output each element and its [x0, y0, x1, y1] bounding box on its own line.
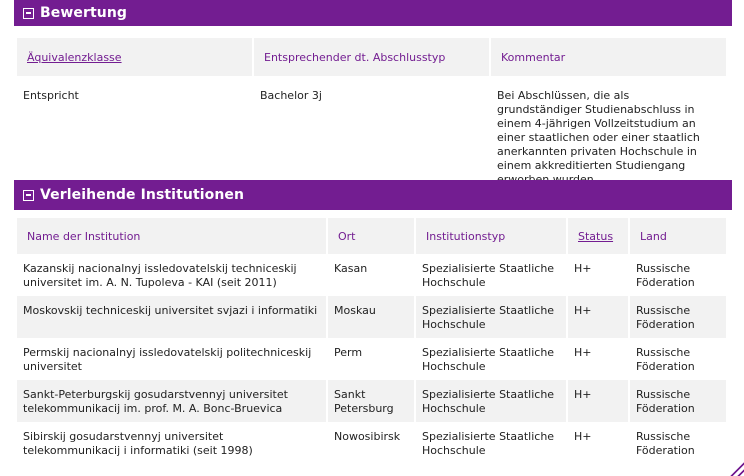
- table-row: [17, 338, 728, 380]
- collapse-icon[interactable]: [23, 190, 34, 201]
- cell-ort: Moskau: [328, 296, 416, 338]
- table-row: [17, 254, 728, 296]
- cell-ort: Kasan: [328, 254, 416, 296]
- cell-status: H+: [568, 296, 630, 338]
- section-header-bewertung: [14, 0, 732, 26]
- resize-handle-icon[interactable]: [730, 462, 744, 476]
- cell-status: H+: [568, 254, 630, 296]
- cell-typ: Spezialisierte Staatliche Hochschule: [416, 338, 568, 380]
- sort-link[interactable]: Status: [578, 229, 614, 243]
- table-row: [17, 422, 728, 464]
- column-header-name: Name der Institution: [17, 218, 328, 254]
- cell-kommentar: Bei Abschlüssen, die als grundständiger Studienabschluss in einem 4-jährigen Vollzeitstudium an einer staatlichen oder einer staatlich anerkannten privaten Hochschule in einem akkreditierten Studiengang: [497, 89, 700, 172]
- cell-status: H+: [568, 380, 630, 422]
- section-title: Bewertung: [40, 5, 128, 21]
- cell-land: Russische Föderation: [630, 296, 728, 338]
- column-header-ort: Ort: [328, 218, 416, 254]
- bewertung-table: [17, 38, 728, 187]
- cell-status: H+: [568, 422, 630, 464]
- cell-land: Russische Föderation: [630, 254, 728, 296]
- sort-link[interactable]: Äquivalenzklasse: [27, 50, 122, 64]
- cell-abschlusstyp: Bachelor 3j: [260, 89, 322, 102]
- cell-aequivalenz: Entspricht: [23, 89, 79, 102]
- institutionen-table: [17, 218, 728, 464]
- cell-typ: Spezialisierte Staatliche Hochschule: [416, 254, 568, 296]
- cell-name: Sibirskij gosudarstvennyj universitet telekommunikacij i informatiki (seit 1998): [17, 422, 328, 464]
- table-row: [17, 380, 728, 422]
- cell-status: H+: [568, 338, 630, 380]
- column-header-land: Land: [630, 218, 728, 254]
- section-header-institutionen: [14, 180, 732, 210]
- section-title: Verleihende Institutionen: [40, 187, 245, 203]
- cell-land: Russische Föderation: [630, 422, 728, 464]
- cell-land: Russische Föderation: [630, 338, 728, 380]
- cell-typ: Spezialisierte Staatliche Hochschule: [416, 296, 568, 338]
- cell-ort: Perm: [328, 338, 416, 380]
- cell-land: Russische Föderation: [630, 380, 728, 422]
- table-row: [17, 296, 728, 338]
- cell-name: Moskovskij techniceskij universitet svjazi i informatiki: [17, 296, 328, 338]
- column-header-status[interactable]: [568, 218, 630, 254]
- cell-typ: Spezialisierte Staatliche Hochschule: [416, 422, 568, 464]
- table-row: [17, 76, 728, 187]
- collapse-icon[interactable]: [23, 8, 34, 19]
- cell-name: Permskij nacionalnyj issledovatelskij politechniceskij universitet: [17, 338, 328, 380]
- column-header-kommentar: Kommentar: [491, 38, 728, 76]
- cell-name: Kazanskij nacionalnyj issledovatelskij techniceskij universitet im. A. N. Tupoleva - KAI (seit 2011): [17, 254, 328, 296]
- column-header-typ: Institutionstyp: [416, 218, 568, 254]
- cell-ort: Sankt Petersburg: [328, 380, 416, 422]
- cell-name: Sankt-Peterburgskij gosudarstvennyj universitet telekommunikacij im. prof. M. A. Bonc-Bruevica: [17, 380, 328, 422]
- cell-ort: Nowosibirsk: [328, 422, 416, 464]
- column-header-aequivalenzklasse[interactable]: [17, 38, 254, 76]
- column-header-abschlusstyp: Entsprechender dt. Abschlusstyp: [254, 38, 491, 76]
- cell-typ: Spezialisierte Staatliche Hochschule: [416, 380, 568, 422]
